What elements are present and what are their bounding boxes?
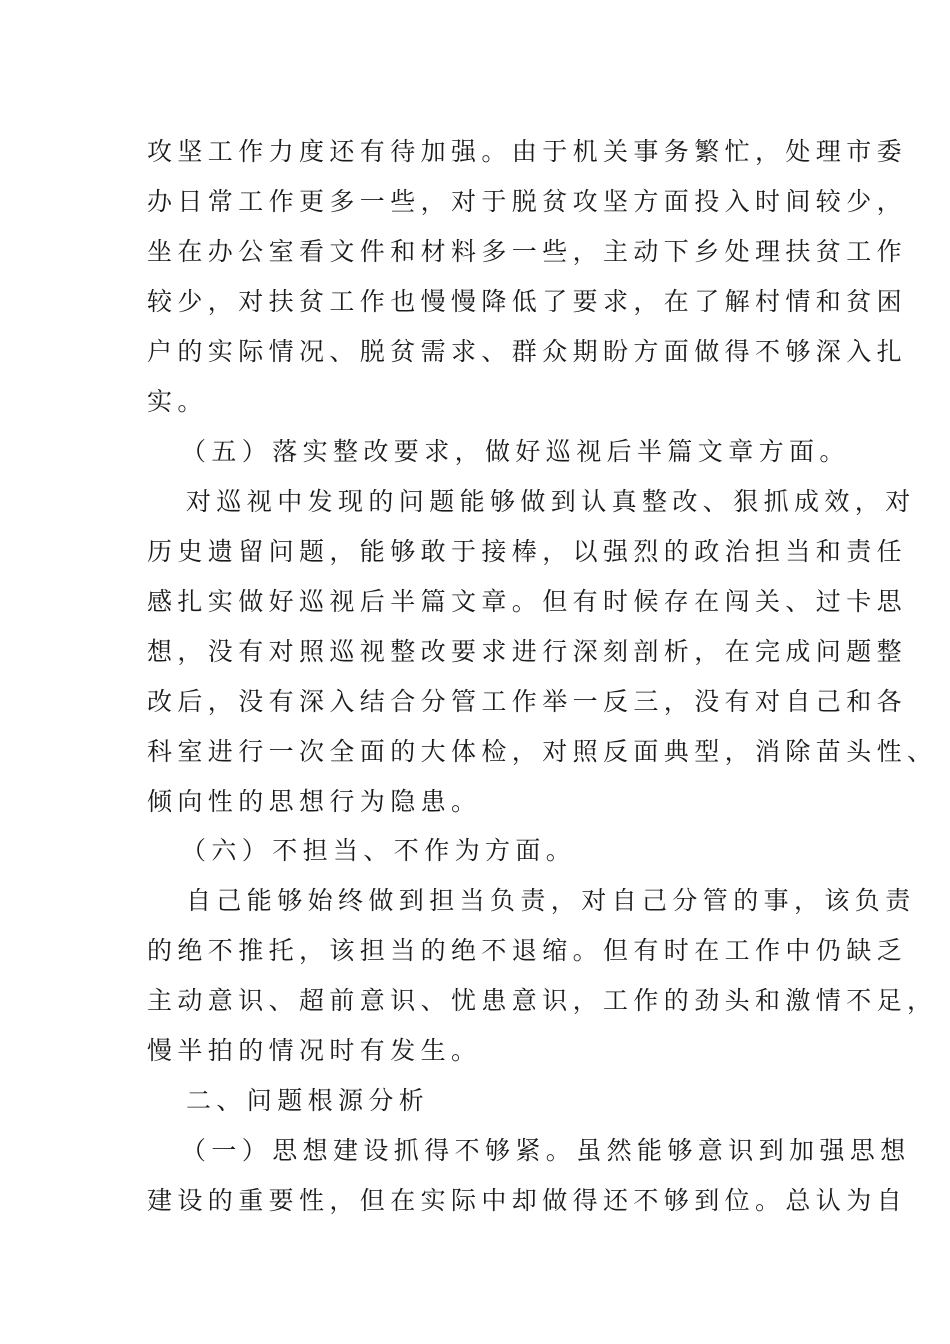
paragraph-line: 坐在办公室看文件和材料多一些，主动下乡处理扶贫工作 — [147, 237, 908, 266]
paragraph-line: 慢半拍的情况时有发生。 — [147, 1036, 482, 1065]
paragraph-line: 历史遗留问题，能够敢于接棒，以强烈的政治担当和责任 — [147, 537, 908, 566]
paragraph-line: 的绝不推托，该担当的绝不退缩。但有时在工作中仍缺乏 — [147, 936, 908, 965]
section-heading-5: （五）落实整改要求，做好巡视后半篇文章方面。 — [181, 437, 850, 466]
section-heading-2: 二、问题根源分析 — [186, 1086, 430, 1115]
paragraph-line: 建设的重要性，但在实际中却做得还不够到位。总认为自 — [147, 1186, 908, 1215]
paragraph-line: 较少，对扶贫工作也慢慢降低了要求，在了解村情和贫困 — [147, 287, 908, 316]
paragraph-line: （一）思想建设抓得不够紧。虽然能够意识到加强思想 — [181, 1136, 911, 1165]
paragraph-line: 对巡视中发现的问题能够做到认真整改、狠抓成效，对 — [186, 487, 916, 516]
paragraph-line: 倾向性的思想行为隐患。 — [147, 787, 482, 816]
paragraph-line: 主动意识、超前意识、忧患意识，工作的劲头和激情不足， — [147, 986, 938, 1015]
paragraph-line: 想，没有对照巡视整改要求进行深刻剖析，在完成问题整 — [147, 637, 908, 666]
section-heading-6: （六）不担当、不作为方面。 — [181, 836, 577, 865]
paragraph-line: 办日常工作更多一些，对于脱贫攻坚方面投入时间较少， — [147, 187, 908, 216]
paragraph-line: 自己能够始终做到担当负责，对自己分管的事，该负责 — [186, 886, 916, 915]
paragraph-line: 实。 — [147, 387, 208, 416]
paragraph-line: 改后，没有深入结合分管工作举一反三，没有对自己和各 — [147, 687, 908, 716]
paragraph-line: 科室进行一次全面的大体检，对照反面典型，消除苗头性、 — [147, 737, 938, 766]
paragraph-line: 攻坚工作力度还有待加强。由于机关事务繁忙，处理市委 — [147, 137, 908, 166]
paragraph-line: 感扎实做好巡视后半篇文章。但有时候存在闯关、过卡思 — [147, 587, 908, 616]
paragraph-line: 户的实际情况、脱贫需求、群众期盼方面做得不够深入扎 — [147, 337, 908, 366]
